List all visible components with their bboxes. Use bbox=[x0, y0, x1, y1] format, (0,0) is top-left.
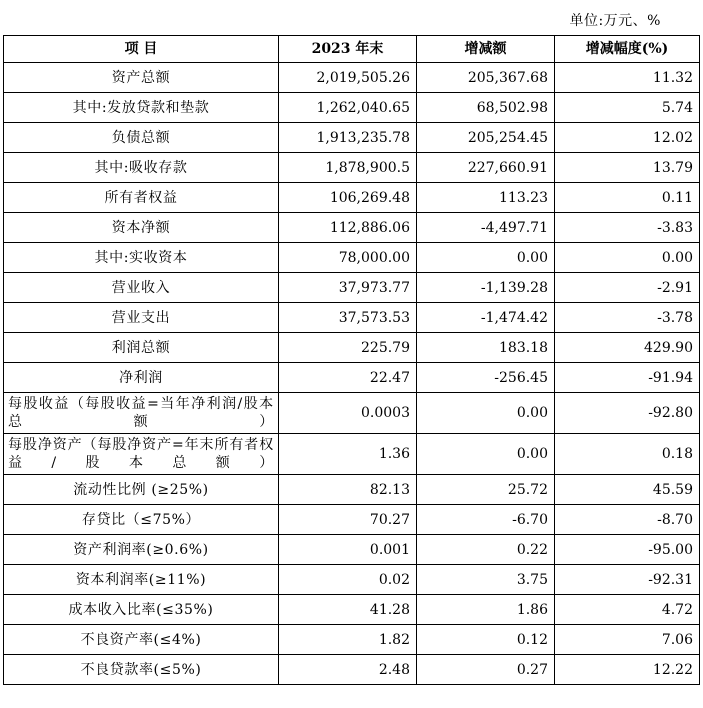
row-change-amount: 68,502.98 bbox=[417, 93, 555, 123]
header-change-amount: 增减额 bbox=[417, 36, 555, 63]
row-year-end-value: 2,019,505.26 bbox=[279, 63, 417, 93]
row-change-amount: 0.27 bbox=[417, 655, 555, 685]
row-year-end-value: 0.0003 bbox=[279, 393, 417, 434]
row-item-label: 资本净额 bbox=[4, 213, 279, 243]
table-row bbox=[4, 273, 700, 303]
row-item-label: 每股收益（每股收益=当年净利润/股本总额） bbox=[4, 393, 279, 434]
row-change-percent: -92.31 bbox=[555, 565, 700, 595]
row-change-amount: -256.45 bbox=[417, 363, 555, 393]
row-year-end-value: 0.02 bbox=[279, 565, 417, 595]
row-item-label: 其中:发放贷款和垫款 bbox=[4, 93, 279, 123]
row-item-label: 成本收入比率(≤35%) bbox=[4, 595, 279, 625]
row-item-label: 流动性比例 (≥25%) bbox=[4, 475, 279, 505]
table-header-row bbox=[4, 36, 700, 63]
row-year-end-value: 1,913,235.78 bbox=[279, 123, 417, 153]
table-row bbox=[4, 93, 700, 123]
table-row bbox=[4, 213, 700, 243]
row-year-end-value: 70.27 bbox=[279, 505, 417, 535]
header-year-end-2023: 2023 年末 bbox=[279, 36, 417, 63]
row-item-label: 所有者权益 bbox=[4, 183, 279, 213]
table-row bbox=[4, 475, 700, 505]
row-item-label: 利润总额 bbox=[4, 333, 279, 363]
row-year-end-value: 1,878,900.5 bbox=[279, 153, 417, 183]
table-row bbox=[4, 183, 700, 213]
row-item-label: 营业收入 bbox=[4, 273, 279, 303]
row-item-label: 净利润 bbox=[4, 363, 279, 393]
row-change-percent: -91.94 bbox=[555, 363, 700, 393]
row-change-percent: 7.06 bbox=[555, 625, 700, 655]
table-row bbox=[4, 243, 700, 273]
row-item-label: 每股净资产（每股净资产=年末所有者权益/股本总额） bbox=[4, 434, 279, 475]
row-year-end-value: 112,886.06 bbox=[279, 213, 417, 243]
row-item-label: 负债总额 bbox=[4, 123, 279, 153]
row-change-amount: -1,139.28 bbox=[417, 273, 555, 303]
row-change-percent: 11.32 bbox=[555, 63, 700, 93]
row-change-amount: -4,497.71 bbox=[417, 213, 555, 243]
table-row bbox=[4, 535, 700, 565]
row-year-end-value: 37,973.77 bbox=[279, 273, 417, 303]
row-change-amount: 0.12 bbox=[417, 625, 555, 655]
row-year-end-value: 2.48 bbox=[279, 655, 417, 685]
row-change-amount: 205,254.45 bbox=[417, 123, 555, 153]
table-row bbox=[4, 393, 700, 434]
row-year-end-value: 41.28 bbox=[279, 595, 417, 625]
row-item-label: 其中:实收资本 bbox=[4, 243, 279, 273]
row-change-amount: 183.18 bbox=[417, 333, 555, 363]
row-change-percent: 4.72 bbox=[555, 595, 700, 625]
row-year-end-value: 22.47 bbox=[279, 363, 417, 393]
table-row bbox=[4, 303, 700, 333]
row-change-percent: 0.11 bbox=[555, 183, 700, 213]
table-row bbox=[4, 123, 700, 153]
table-row bbox=[4, 333, 700, 363]
row-change-percent: -3.78 bbox=[555, 303, 700, 333]
row-change-amount: -1,474.42 bbox=[417, 303, 555, 333]
row-year-end-value: 1.36 bbox=[279, 434, 417, 475]
row-year-end-value: 1.82 bbox=[279, 625, 417, 655]
row-year-end-value: 0.001 bbox=[279, 535, 417, 565]
row-change-percent: -3.83 bbox=[555, 213, 700, 243]
row-year-end-value: 78,000.00 bbox=[279, 243, 417, 273]
row-item-label: 资产总额 bbox=[4, 63, 279, 93]
table-row bbox=[4, 655, 700, 685]
table-row bbox=[4, 363, 700, 393]
row-change-percent: -2.91 bbox=[555, 273, 700, 303]
row-change-percent: 45.59 bbox=[555, 475, 700, 505]
unit-note: 单位:万元、% bbox=[569, 13, 661, 29]
row-item-label: 资产利润率(≥0.6%) bbox=[4, 535, 279, 565]
row-item-label: 资本利润率(≥11%) bbox=[4, 565, 279, 595]
row-item-label: 营业支出 bbox=[4, 303, 279, 333]
table-row bbox=[4, 434, 700, 475]
row-change-percent: 13.79 bbox=[555, 153, 700, 183]
row-change-amount: 25.72 bbox=[417, 475, 555, 505]
row-year-end-value: 1,262,040.65 bbox=[279, 93, 417, 123]
row-change-amount: 1.86 bbox=[417, 595, 555, 625]
table-row bbox=[4, 565, 700, 595]
header-change-percent: 增减幅度(%) bbox=[555, 36, 700, 63]
row-change-percent: 12.02 bbox=[555, 123, 700, 153]
row-change-percent: -92.80 bbox=[555, 393, 700, 434]
row-change-amount: 0.00 bbox=[417, 393, 555, 434]
row-change-amount: 3.75 bbox=[417, 565, 555, 595]
row-change-percent: 5.74 bbox=[555, 93, 700, 123]
row-item-label: 存贷比（≤75%） bbox=[4, 505, 279, 535]
row-change-percent: 429.90 bbox=[555, 333, 700, 363]
row-year-end-value: 82.13 bbox=[279, 475, 417, 505]
table-row bbox=[4, 153, 700, 183]
row-change-amount: 227,660.91 bbox=[417, 153, 555, 183]
financial-indicators-table bbox=[3, 35, 700, 685]
row-change-percent: -8.70 bbox=[555, 505, 700, 535]
row-change-amount: -6.70 bbox=[417, 505, 555, 535]
row-year-end-value: 37,573.53 bbox=[279, 303, 417, 333]
row-item-label: 不良贷款率(≤5%) bbox=[4, 655, 279, 685]
row-change-percent: -95.00 bbox=[555, 535, 700, 565]
row-change-amount: 0.00 bbox=[417, 434, 555, 475]
row-item-label: 其中:吸收存款 bbox=[4, 153, 279, 183]
row-year-end-value: 106,269.48 bbox=[279, 183, 417, 213]
row-change-amount: 0.22 bbox=[417, 535, 555, 565]
table-row bbox=[4, 625, 700, 655]
table-row bbox=[4, 63, 700, 93]
table-row bbox=[4, 505, 700, 535]
row-change-percent: 0.00 bbox=[555, 243, 700, 273]
row-change-amount: 205,367.68 bbox=[417, 63, 555, 93]
row-change-amount: 113.23 bbox=[417, 183, 555, 213]
row-change-percent: 12.22 bbox=[555, 655, 700, 685]
header-item: 项 目 bbox=[4, 36, 279, 63]
row-item-label: 不良资产率(≤4%) bbox=[4, 625, 279, 655]
row-year-end-value: 225.79 bbox=[279, 333, 417, 363]
row-change-amount: 0.00 bbox=[417, 243, 555, 273]
row-change-percent: 0.18 bbox=[555, 434, 700, 475]
table-row bbox=[4, 595, 700, 625]
